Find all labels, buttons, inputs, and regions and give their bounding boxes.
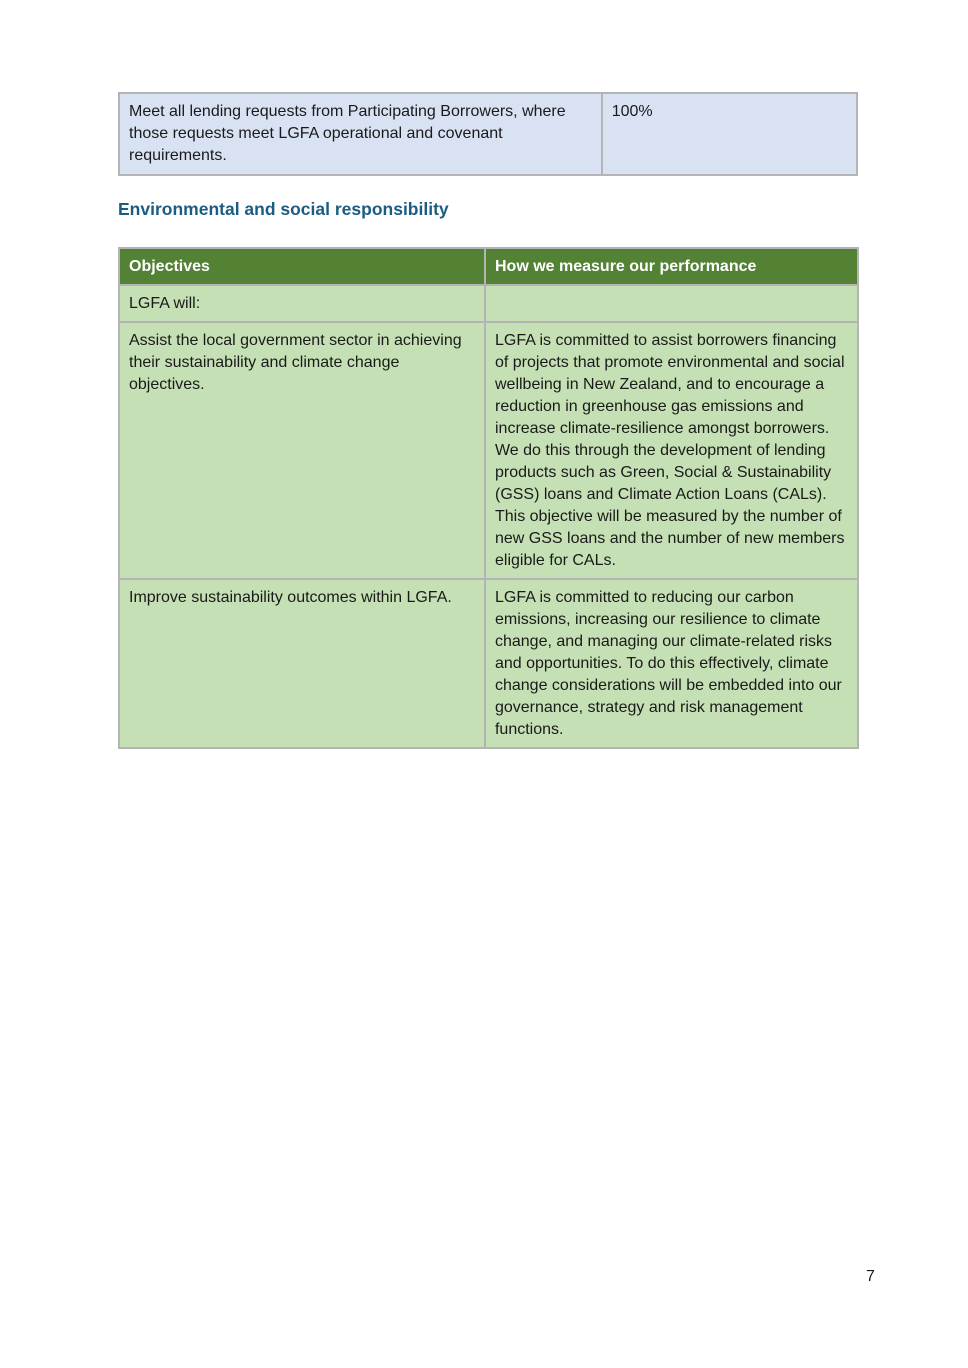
measure-cell: LGFA is committed to assist borrowers financing of projects that promote environmental and social wellbeing in New Zealand, and to encourage a reduction in greenhouse gas emissions and increase climate-resilience amongst borrowers. We do this through the development of lending products such as Green, Social & Sustainability (GSS) loans and Climate Action Loans (CALs). This objective will be measured by the number of new GSS loans and the number of new members eligible for CALs. (485, 322, 858, 579)
intro-cell: LGFA will: (119, 285, 485, 322)
table-row (119, 93, 857, 175)
table-header-row (119, 248, 858, 285)
target-cell: 100% (602, 93, 857, 175)
requirement-cell: Meet all lending requests from Participating Borrowers, where those requests meet LGFA operational and covenant requirements. (119, 93, 602, 175)
objective-cell: Improve sustainability outcomes within LGFA. (119, 579, 485, 748)
table-row (119, 285, 858, 322)
table-row (119, 322, 858, 579)
environmental-social-table (118, 247, 859, 749)
intro-empty-cell (485, 285, 858, 322)
performance-continuation-table (118, 92, 858, 176)
measure-header: How we measure our performance (485, 248, 858, 285)
objectives-header: Objectives (119, 248, 485, 285)
measure-cell: LGFA is committed to reducing our carbon emissions, increasing our resilience to climate change, and managing our climate-related risks and opportunities. To do this effectively, climate change considerations will be embedded into our governance, strategy and risk management functions. (485, 579, 858, 748)
page-number: 7 (866, 1268, 875, 1285)
objective-cell: Assist the local government sector in achieving their sustainability and climate change objectives. (119, 322, 485, 579)
section-heading: Environmental and social responsibility (118, 199, 449, 219)
table-row (119, 579, 858, 748)
